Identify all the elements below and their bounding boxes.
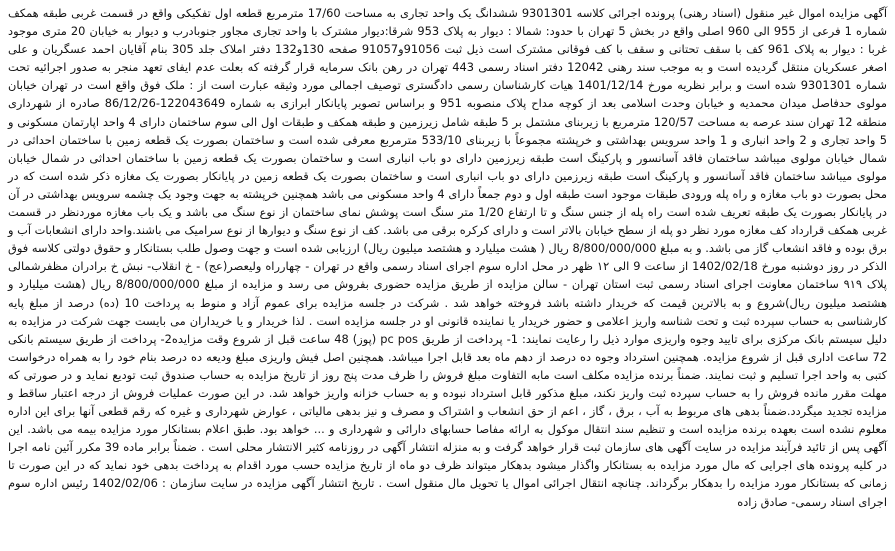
notice-body-text: آگهی مزایده اموال غیر منقول (اسناد رهنی) پرونده اجرائی کلاسه 9301301 ششدانگ یک واحد تجاری به مساحت 17/60 مترمربع قطعه اول تفکیکی واقع در قسمت غربی طبقه همکف شماره 1 فرعی از 955 الی 960 اصلی واقع در بخش 5 تهران با حدود: شمالا : دیوار به پلاک 953 شرقا:دیوار مشترک با واحد تجاری مجاور جنوبادرب و دیوار به خیابان 20 متری موجود غربا : دیوار به پلاک 961 کف با سقف تحتانی و سقف با کف فوقانی مشترک است ذیل ثبت 91056و91057 صفحه 130و132 دفتر املاک جلد 305 بنام آقایان احمد عسگریان و علی اصغر عسکریان منتقل گردیده است و به موجب سند رهنی 12042 دفتر اسناد رسمی 443 تهران در رهن بانک سرمایه قرار گرفته که بعلت عدم ایفای تعهد منجر به صدور اجرائیه تحت شماره 9301301 شده است و برابر نظریه مورخ 1401/12/14 هیات کارشناسان رسمی دادگستری توصیف اجمالی مورد وثیقه عبارت است از : ملک فوق واقع است در تهران خیابان مولوی حدفاصل میدان محمدیه و خیابان وحدت اسلامی بعد از کوچه مداح پلاک منصوبه 951 و براساس تصویر پایانکار ابرازی به شماره 122043649-86/12/26 صادره از شهرداری منطقه 12 تهران سند عرصه به مساحت 120/57 مترمربع با زیربنای مشتمل بر 5 طبقه شامل زیرزمین و طبقه همکف و طبقات اول الی سوم ساختمان دارای 4 واحد اپارتمان مسکونی و 5 واحد تجاری و 2 واحد انباری و 1 واحد سرویس بهداشتی و خرپشته مجموعاً با زیربنای 533/10 مترمربع معرفی شده است و ساختمان بصورت یک قطعه زمین با ساختمان احداثی در شمال خیابان مولوی میباشد ساختمان فاقد آسانسور و پارکینگ است طبقه زیرزمین دارای دو باب انباری است و ساختمان بصورت یک قطعه زمین با ساختمان احداثی در شمال خیابان مولوی میباشد ساختمان فاقد آسانسور و پارکینگ است طبقه زیرزمین دارای دو باب انباری است و ساختمان بصورت یک قطعه زمین در پایانکار بصورت یک مغازه ذکر شده است که در محل بصورت دو باب مغازه و راه پله ورودی طبقات موجود است طبقه اول و دوم جمعاً دارای 4 واحد مسکونی می باشد همچنین خرپشته به جهت وجود یک چشمه سرویس بهداشتی در آن در پایانکار بصورت یک طبقه تعریف شده است راه پله از جنس سنگ و تا ارتفاع 1/20 متر سنگ است پوشش نمای ساختمان از نوع سنگ می باشد و یک باب مغازه موردنظر در قسمت غربی همکف قرارداد کف مغازه مورد نظر دو پله از سطح خیابان بالاتر است و دارای کرکره برقی می باشد. کف از نوع سنگ و دیوارها از نوع سرامیک می باشند.واحد دارای انشعابات آب و برق بوده و فاقد انشعاب گاز می باشد. و به مبلغ 8/800/000/000 ریال ( هشت میلیارد و هشتصد میلیون ریال) ارزیابی شده است و جهت وصول طلب بستانکار و حقوق دولتی کلاسه فوق الذکر در روز دوشنبه مورخ 1402/02/18 از ساعت 9 الی ۱۲ ظهر در محل اداره سوم اجرای اسناد رسمی واقع در تهران - چهارراه ولیعصر(عج) - خ انقلاب- نبش خ برادران مظفرشمالی پلاک ۹۱۹ ساختمان معاونت اجرای اسناد رسمی ثبت استان تهران - سالن مزایده از طریق مزایده حضوری بفروش می رسد و مزایده از مبلغ 8/800/000/000 ریال (هشت میلیارد و هشتصد میلیون ریال)شروع و به بالاترین قیمت که خریدار داشته باشد فروخته خواهد شد . شرکت در جلسه مزایده برای عموم آزاد و منوط به پرداخت 10 (ده) درصد از مبلغ پایه کارشناسی به حساب سپرده ثبت و تحت شناسه واریز اعلامی و حضور خریدار یا نماینده قانونی او در جلسه مزایده است . لذا خریدار و یا خریداران می بایست جهت شرکت در مزایده به دلیل سیستم بانک مرکزی برای تایید وجوه واریزی موارد ذیل را رعایت نمایند: 1- پرداخت از طریق pc pos (پوز) 48 ساعت قبل از شروع وقت مزایده2- پرداخت از طریق سیستم بانکی 72 ساعت اداری قبل از شروع مزایده. همچنین استرداد وجوه ده درصد از دهم ماه بعد قابل اجرا میباشد. همچنین اصل فیش واریزی مبلغ ودیعه ده درصد بنام خود را به همراه درخواست کتبی به واحد اجرا تسلیم و ثبت نمایند. ضمناً برنده مزایده مکلف است مابه التفاوت مبلغ فروش را ظرف مدت پنج روز از تاریخ مزایده به حساب صندوق ثبت تودیع نماید و در صورتی که مهلت مقرر مانده فروش را به حساب سپرده ثبت واریز نکند، مبلغ مذکور قابل استرداد نبوده و به حساب خزانه واریز خواهد شد. در این صورت عملیات فروش از درجه اعتبار ساقط و مزایده تجدید میگردد.ضمناً بدهی های مربوط به آب ، برق ، گاز ، اعم از حق انشعاب و اشتراک و مصرف و نیز بدهی مالیاتی ، عوارض شهرداری و غیره که رقم قطعی آنها برای این اداره معلوم نشده است بعهده برنده مزایده است و تنظیم سند انتقال موکول به ارائه مفاصا حسابهای دارائی و شهرداری و ... خواهد بود. طبق اعلام بستانکار مورد مزایده بیمه می باشد. این آگهی پس از تائید فرآیند مزایده در سایت آگهی های سازمان ثبت قرار خواهد گرفت و به منزله انتشار آگهی در روزنامه کثیر الانتشار محلی است . ضمناً برابر ماده 39 مکرر آئین نامه اجرا در کلیه پرونده های اجرایی که مال مورد مزایده به بستانکار واگذار میشود بدهکار میتواند ظرف دو ماه از تاریخ مزایده حسب مورد اقدام به پرداخت بدهی خود نماید که در این صورت تا زمانی که بستانکار مورد مزایده را بدهکار برگرداند. چنانچه انتقال اجرائی اموال یا تحویل مال منقول است . تاریخ انتشار آگهی مزایده در سایت سازمان : 1402/02/06 رئیس اداره سوم اجرای اسناد رسمی- صادق زاده (8, 6, 888, 509)
